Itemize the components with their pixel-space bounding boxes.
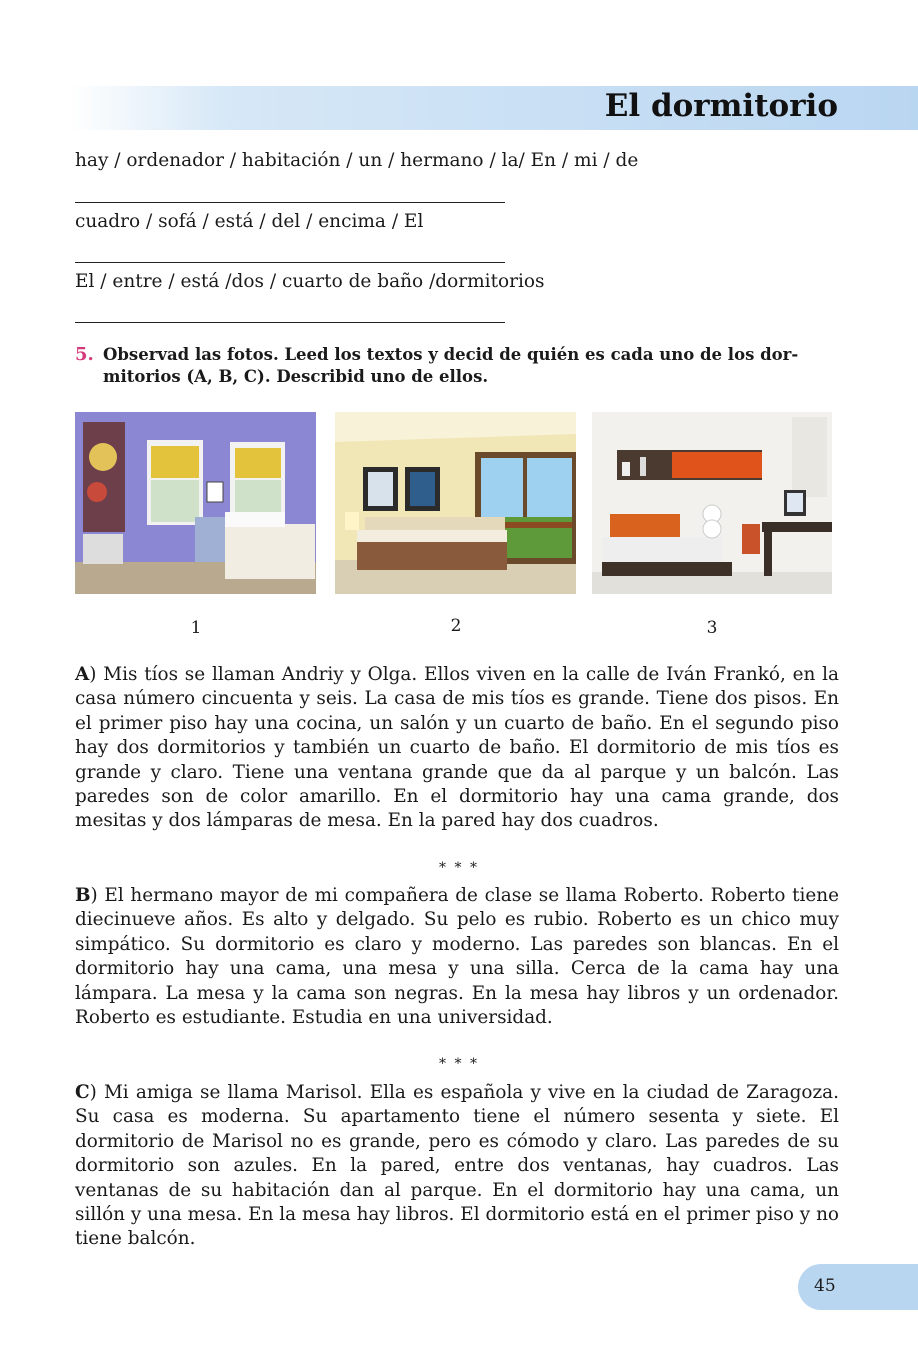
text-b-letter: B (75, 885, 91, 906)
page-number: 45 (814, 1276, 836, 1296)
task-line-2: mitorios (A, B, C). Describid uno de ellos. (103, 367, 489, 386)
bedroom-photo-balcony-icon (335, 412, 576, 594)
text-a (75, 663, 839, 834)
answer-line-2 (75, 262, 505, 263)
scrambled-sentence-1: hay / ordenador / habitación / un / hermano / la/ En / mi / de (75, 150, 639, 171)
page-title: El dormitorio (604, 88, 838, 124)
text-c-body: ) Mi amiga se llama Marisol. Ella es española y vive en la ciudad de Zaragoza. Su casa es moderna. Su apartamento tiene el número sesenta y siete. El dormitorio de Marisol no es grande, pero es cómodo y claro. Las paredes de su dormitorio son azules. En la pared, entre dos ventanas, hay cuadros. Las ventanas de su habitación dan al parque. En el dormitorio hay una cama, un sillón y una mesa. En la mesa hay libros. El dormitorio está en el primer piso y no tiene balcón. (75, 1082, 839, 1250)
bedroom-photo-purple-walls-icon (75, 412, 316, 594)
bedroom-photo-1 (75, 412, 316, 594)
bedroom-photo-2 (335, 412, 576, 594)
photo-label-1: 1 (190, 618, 202, 638)
scrambled-sentence-3: El / entre / está /dos / cuarto de baño /dormitorios (75, 271, 545, 292)
photo-label-3: 3 (706, 618, 718, 638)
separator-1: * * * (439, 860, 479, 876)
text-b (75, 884, 839, 1030)
text-a-letter: A (75, 664, 90, 685)
answer-line-1 (75, 202, 505, 203)
scrambled-sentence-2: cuadro / sofá / está / del / encima / El (75, 211, 424, 232)
text-b-body: ) El hermano mayor de mi compañera de clase se llama Roberto. Roberto tiene diecinueve años. Es alto y delgado. Su pelo es rubio. Roberto es un chico muy simpático. Su dormitorio es claro y moderno. Las paredes son blancas. En el dormitorio hay una cama, una mesa y una silla. Cerca de la cama hay una lámpara. La mesa y la cama son negras. En la mesa hay libros y un ordenador. Roberto es estudiante. Estudia en una universidad. (75, 885, 839, 1029)
task-instruction (75, 344, 845, 388)
text-a-body: ) Mis tíos se llaman Andriy y Olga. Ellos viven en la calle de Iván Frankó, en la casa número cincuenta y seis. La casa de mis tíos es grande. Tiene dos pisos. En el primer piso hay una cocina, un salón y un cuarto de baño. En el segundo piso hay dos dormitorios y también un cuarto de baño. El dormitorio de mis tíos es grande y claro. Tiene una ventana grande que da al parque y un balcón. Las paredes son de color amarillo. En el dormitorio hay una cama grande, dos mesitas y dos lámparas de mesa. En la pared hay dos cuadros. (75, 664, 839, 832)
text-c (75, 1081, 839, 1252)
text-c-letter: C (75, 1082, 90, 1103)
task-line-1: Observad las fotos. Leed los textos y decid de quién es cada uno de los dor- (103, 345, 799, 364)
answer-line-3 (75, 322, 505, 323)
bedroom-photo-3 (592, 412, 832, 594)
bedroom-photo-modern-icon (592, 412, 832, 594)
photo-label-2: 2 (450, 616, 462, 636)
task-number: 5. (75, 344, 94, 365)
separator-2: * * * (439, 1056, 479, 1072)
